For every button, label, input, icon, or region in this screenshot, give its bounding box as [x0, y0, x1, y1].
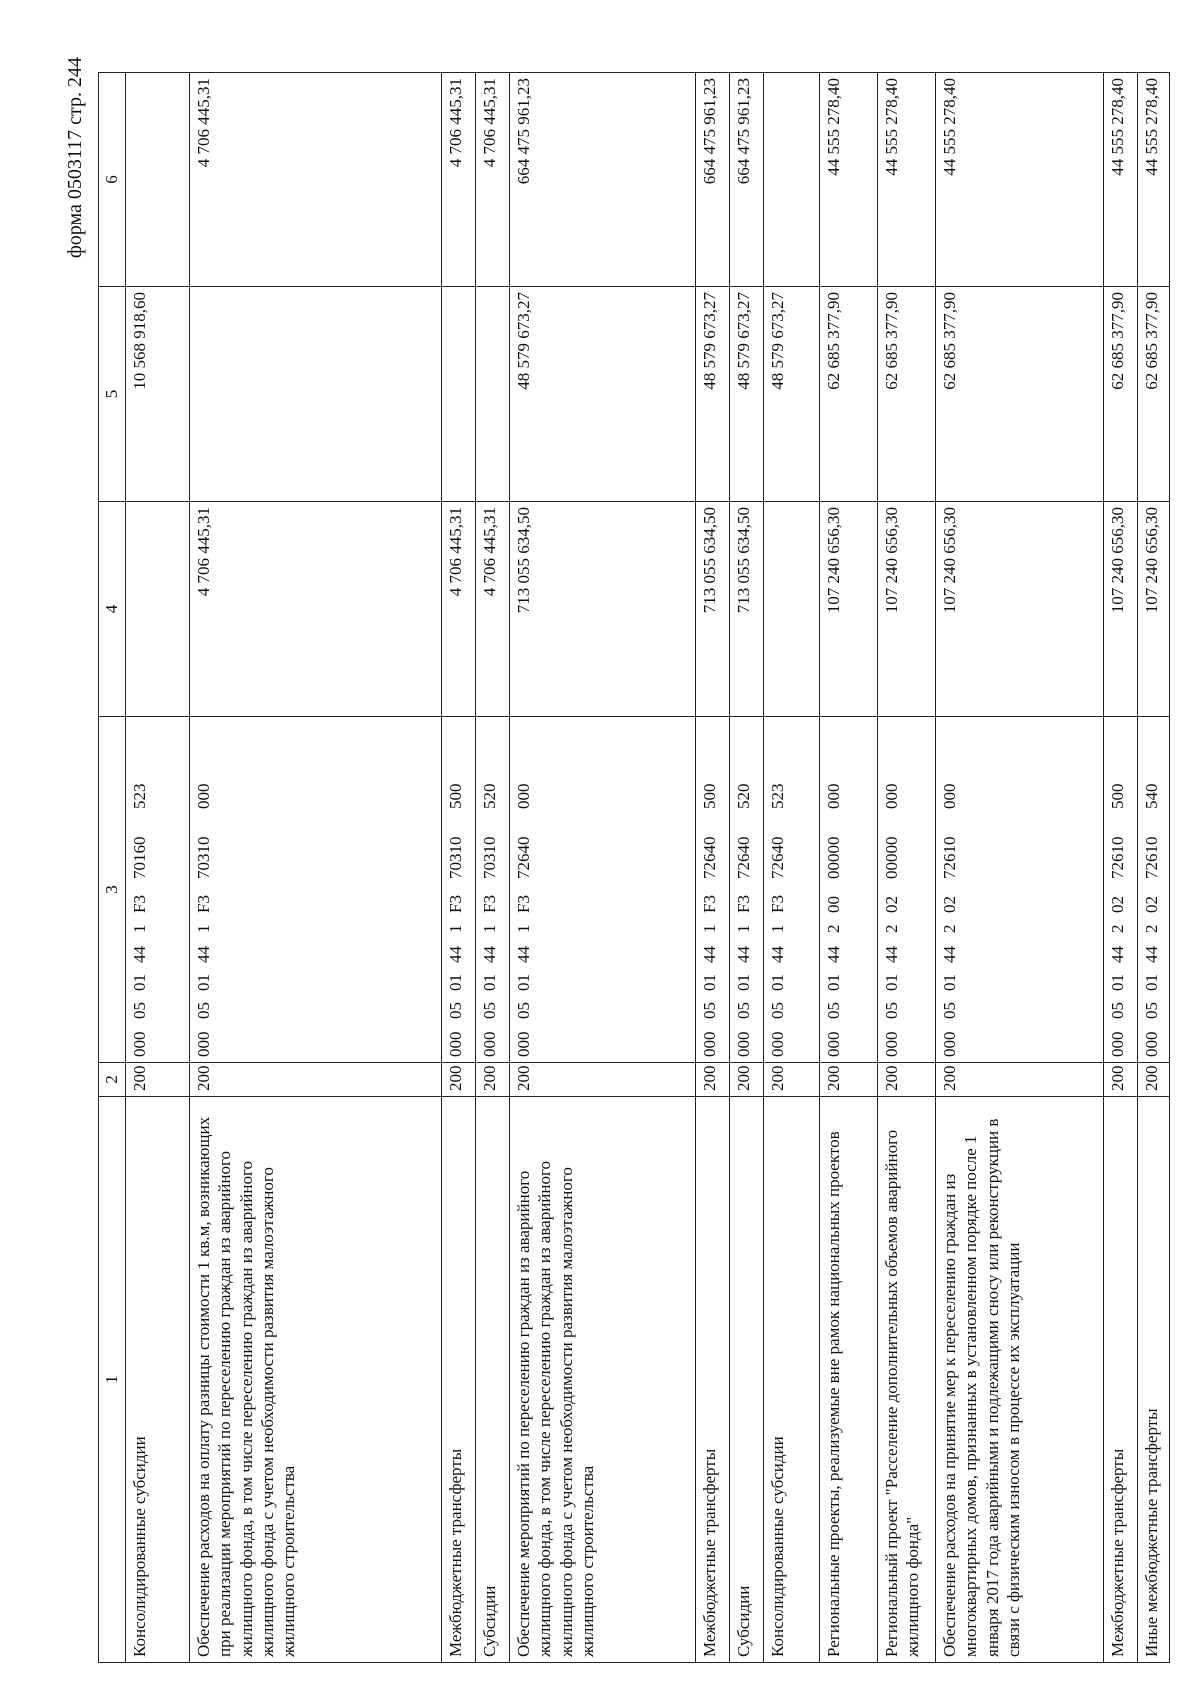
code-segment: 01 [514, 974, 533, 991]
code-segment: 05 [480, 1002, 499, 1019]
row-name: Региональный проект "Расселение дополнительных объемов аварийного жилищного фонда" [878, 1097, 936, 1663]
code-segment: 000 [1108, 1031, 1127, 1057]
table-header-row [99, 73, 126, 1663]
code-segment: 02 [1142, 896, 1161, 913]
code-segment: 44 [768, 946, 787, 963]
code-segment: 72640 [734, 836, 753, 879]
code-segment: 72610 [940, 836, 959, 879]
code-segment: 05 [194, 1002, 213, 1019]
row-budget-code [820, 717, 878, 1063]
table-row [1138, 73, 1170, 1663]
column-header-approved: 4 [99, 502, 126, 717]
table-row [126, 73, 190, 1663]
code-segment: 500 [700, 783, 719, 809]
row-budget-code [696, 717, 730, 1063]
code-segment: 1 [768, 924, 787, 933]
row-unexecuted-amount [126, 73, 190, 287]
row-budget-code [190, 717, 442, 1063]
code-segment: 05 [882, 1002, 901, 1019]
code-segment: 44 [130, 946, 149, 963]
row-executed-amount: 62 685 377,90 [936, 287, 1104, 502]
row-approved-amount: 107 240 656,30 [1138, 502, 1170, 717]
code-segment: 01 [940, 974, 959, 991]
code-segment: 05 [1108, 1002, 1127, 1019]
code-segment: 01 [1108, 974, 1127, 991]
row-name: Консолидированные субсидии [126, 1097, 190, 1663]
code-segment: 2 [824, 924, 843, 933]
table-row [1104, 73, 1138, 1663]
row-approved-amount: 713 055 634,50 [730, 502, 764, 717]
row-unexecuted-amount: 44 555 278,40 [1138, 73, 1170, 287]
row-name: Обеспечение мероприятий по переселению граждан из аварийного жилищного фонда, в том числе переселению граждан из аварийного жилищного фонда с учетом необходимости развития малоэтажного жилищного строительства [510, 1097, 696, 1663]
code-segment: 000 [882, 783, 901, 809]
row-approved-amount [764, 502, 820, 717]
row-unexecuted-amount: 44 555 278,40 [1104, 73, 1138, 287]
row-executed-amount: 62 685 377,90 [820, 287, 878, 502]
code-segment: 000 [480, 1031, 499, 1057]
row-line-code: 200 [442, 1063, 476, 1097]
table-row [820, 73, 878, 1663]
code-segment: F3 [446, 895, 465, 913]
row-unexecuted-amount: 664 475 961,23 [696, 73, 730, 287]
code-segment: 000 [940, 783, 959, 809]
code-segment: 000 [194, 1031, 213, 1057]
row-name: Субсидии [730, 1097, 764, 1663]
row-name: Обеспечение расходов на принятие мер к переселению граждан из многоквартирных домов, признанных в установленном порядке после 1 января 2017 года аварийными и подлежащими сносу или реконструкции в связи с физическим износом в процессе их эксплуатации [936, 1097, 1104, 1663]
row-executed-amount: 48 579 673,27 [730, 287, 764, 502]
code-segment: 1 [480, 924, 499, 933]
row-name: Региональные проекты, реализуемые вне рамок национальных проектов [820, 1097, 878, 1663]
row-approved-amount: 4 706 445,31 [442, 502, 476, 717]
code-segment: F3 [768, 895, 787, 913]
table-row [730, 73, 764, 1663]
row-budget-code [510, 717, 696, 1063]
row-approved-amount [126, 502, 190, 717]
code-segment: 44 [1108, 946, 1127, 963]
code-segment: 01 [194, 974, 213, 991]
code-segment: 01 [768, 974, 787, 991]
code-segment: 05 [768, 1002, 787, 1019]
table-row [878, 73, 936, 1663]
row-unexecuted-amount: 4 706 445,31 [476, 73, 510, 287]
column-header-line-code: 2 [99, 1063, 126, 1097]
code-segment: 2 [1108, 924, 1127, 933]
row-unexecuted-amount: 44 555 278,40 [936, 73, 1104, 287]
code-segment: 44 [734, 946, 753, 963]
row-name: Межбюджетные трансферты [1104, 1097, 1138, 1663]
row-unexecuted-amount: 4 706 445,31 [190, 73, 442, 287]
row-name: Межбюджетные трансферты [442, 1097, 476, 1663]
row-line-code: 200 [126, 1063, 190, 1097]
row-name: Межбюджетные трансферты [696, 1097, 730, 1663]
code-segment: 2 [940, 924, 959, 933]
row-executed-amount: 48 579 673,27 [696, 287, 730, 502]
row-approved-amount: 713 055 634,50 [510, 502, 696, 717]
code-segment: 000 [446, 1031, 465, 1057]
row-approved-amount: 107 240 656,30 [1104, 502, 1138, 717]
code-segment: 02 [882, 896, 901, 913]
code-segment: 70160 [130, 836, 149, 879]
table-body [126, 73, 1170, 1663]
code-segment: 1 [700, 924, 719, 933]
code-segment: 02 [1108, 896, 1127, 913]
code-segment: 01 [824, 974, 843, 991]
row-budget-code [730, 717, 764, 1063]
row-executed-amount [190, 287, 442, 502]
code-segment: 00000 [824, 836, 843, 879]
row-line-code: 200 [696, 1063, 730, 1097]
code-segment: 70310 [480, 836, 499, 879]
budget-execution-table [98, 72, 1170, 1663]
code-segment: 44 [194, 946, 213, 963]
code-segment: 01 [130, 974, 149, 991]
code-segment: 44 [514, 946, 533, 963]
code-segment: 500 [1108, 783, 1127, 809]
code-segment: 44 [882, 946, 901, 963]
code-segment: 523 [130, 783, 149, 809]
column-header-unexecuted: 6 [99, 73, 126, 287]
code-segment: 44 [480, 946, 499, 963]
row-line-code: 200 [820, 1063, 878, 1097]
row-line-code: 200 [936, 1063, 1104, 1097]
code-segment: 00000 [882, 836, 901, 879]
row-approved-amount: 107 240 656,30 [820, 502, 878, 717]
row-name: Консолидированные субсидии [764, 1097, 820, 1663]
row-budget-code [764, 717, 820, 1063]
row-executed-amount: 10 568 918,60 [126, 287, 190, 502]
code-segment: 02 [940, 896, 959, 913]
code-segment: 1 [194, 924, 213, 933]
code-segment: 72610 [1142, 836, 1161, 879]
table-row [696, 73, 730, 1663]
row-approved-amount: 107 240 656,30 [936, 502, 1104, 717]
code-segment: 72640 [514, 836, 533, 879]
row-unexecuted-amount: 664 475 961,23 [730, 73, 764, 287]
code-segment: 01 [882, 974, 901, 991]
row-executed-amount: 48 579 673,27 [510, 287, 696, 502]
code-segment: F3 [514, 895, 533, 913]
row-line-code: 200 [510, 1063, 696, 1097]
code-segment: 540 [1142, 783, 1161, 809]
code-segment: 000 [882, 1031, 901, 1057]
code-segment: 500 [446, 783, 465, 809]
code-segment: 520 [734, 783, 753, 809]
row-unexecuted-amount: 44 555 278,40 [878, 73, 936, 287]
row-budget-code [476, 717, 510, 1063]
code-segment: 01 [700, 974, 719, 991]
code-segment: 523 [768, 783, 787, 809]
row-name: Обеспечение расходов на оплату разницы стоимости 1 кв.м, возникающих при реализации мероприятий по переселению граждан из аварийного жилищного фонда, в том числе переселению граждан из аварийного жилищного фонда с учетом необходимости развития малоэтажного жилищного строительства [190, 1097, 442, 1663]
code-segment: 1 [130, 924, 149, 933]
code-segment: 05 [700, 1002, 719, 1019]
row-line-code: 200 [730, 1063, 764, 1097]
row-executed-amount [442, 287, 476, 502]
row-executed-amount [476, 287, 510, 502]
row-budget-code [936, 717, 1104, 1063]
code-segment: 44 [824, 946, 843, 963]
code-segment: 000 [130, 1031, 149, 1057]
code-segment: 44 [1142, 946, 1161, 963]
code-segment: 000 [194, 783, 213, 809]
code-segment: 2 [882, 924, 901, 933]
code-segment: 000 [940, 1031, 959, 1057]
row-line-code: 200 [190, 1063, 442, 1097]
code-segment: 44 [446, 946, 465, 963]
code-segment: 1 [514, 924, 533, 933]
row-name: Субсидии [476, 1097, 510, 1663]
code-segment: F3 [734, 895, 753, 913]
code-segment: 72640 [768, 836, 787, 879]
table-row [510, 73, 696, 1663]
code-segment: 000 [824, 1031, 843, 1057]
row-line-code: 200 [1104, 1063, 1138, 1097]
row-name: Иные межбюджетные трансферты [1138, 1097, 1170, 1663]
code-segment: 01 [446, 974, 465, 991]
code-segment: 70310 [194, 836, 213, 879]
code-segment: 05 [734, 1002, 753, 1019]
row-budget-code [1104, 717, 1138, 1063]
row-executed-amount: 62 685 377,90 [878, 287, 936, 502]
code-segment: 00 [824, 896, 843, 913]
code-segment: 000 [824, 783, 843, 809]
row-line-code: 200 [764, 1063, 820, 1097]
code-segment: 1 [446, 924, 465, 933]
row-budget-code [442, 717, 476, 1063]
code-segment: 05 [940, 1002, 959, 1019]
code-segment: 70310 [446, 836, 465, 879]
row-executed-amount: 62 685 377,90 [1138, 287, 1170, 502]
row-budget-code [1138, 717, 1170, 1063]
column-header-name: 1 [99, 1097, 126, 1663]
code-segment: 05 [1142, 1002, 1161, 1019]
form-reference: форма 0503117 стр. 244 [64, 57, 86, 259]
code-segment: 000 [514, 1031, 533, 1057]
table-row [190, 73, 442, 1663]
code-segment: 05 [824, 1002, 843, 1019]
code-segment: 000 [734, 1031, 753, 1057]
code-segment: 1 [734, 924, 753, 933]
code-segment: 01 [480, 974, 499, 991]
table-row [476, 73, 510, 1663]
row-unexecuted-amount: 4 706 445,31 [442, 73, 476, 287]
code-segment: 2 [1142, 924, 1161, 933]
row-budget-code [126, 717, 190, 1063]
code-segment: 05 [514, 1002, 533, 1019]
code-segment: 72640 [700, 836, 719, 879]
row-approved-amount: 713 055 634,50 [696, 502, 730, 717]
column-header-executed: 5 [99, 287, 126, 502]
row-line-code: 200 [878, 1063, 936, 1097]
code-segment: F3 [130, 895, 149, 913]
row-budget-code [878, 717, 936, 1063]
code-segment: 01 [734, 974, 753, 991]
code-segment: 05 [446, 1002, 465, 1019]
code-segment: 000 [1142, 1031, 1161, 1057]
code-segment: F3 [194, 895, 213, 913]
row-unexecuted-amount: 664 475 961,23 [510, 73, 696, 287]
row-executed-amount: 62 685 377,90 [1104, 287, 1138, 502]
row-line-code: 200 [1138, 1063, 1170, 1097]
row-approved-amount: 4 706 445,31 [476, 502, 510, 717]
code-segment: 44 [940, 946, 959, 963]
row-executed-amount: 48 579 673,27 [764, 287, 820, 502]
code-segment: 000 [768, 1031, 787, 1057]
code-segment: 520 [480, 783, 499, 809]
row-approved-amount: 107 240 656,30 [878, 502, 936, 717]
row-unexecuted-amount: 44 555 278,40 [820, 73, 878, 287]
code-segment: F3 [700, 895, 719, 913]
code-segment: 05 [130, 1002, 149, 1019]
code-segment: 01 [1142, 974, 1161, 991]
column-header-budget-code: 3 [99, 717, 126, 1063]
row-approved-amount: 4 706 445,31 [190, 502, 442, 717]
table-row [936, 73, 1104, 1663]
table-row [442, 73, 476, 1663]
code-segment: F3 [480, 895, 499, 913]
row-line-code: 200 [476, 1063, 510, 1097]
code-segment: 44 [700, 946, 719, 963]
code-segment: 000 [514, 783, 533, 809]
code-segment: 72610 [1108, 836, 1127, 879]
table-row [764, 73, 820, 1663]
code-segment: 000 [700, 1031, 719, 1057]
row-unexecuted-amount [764, 73, 820, 287]
